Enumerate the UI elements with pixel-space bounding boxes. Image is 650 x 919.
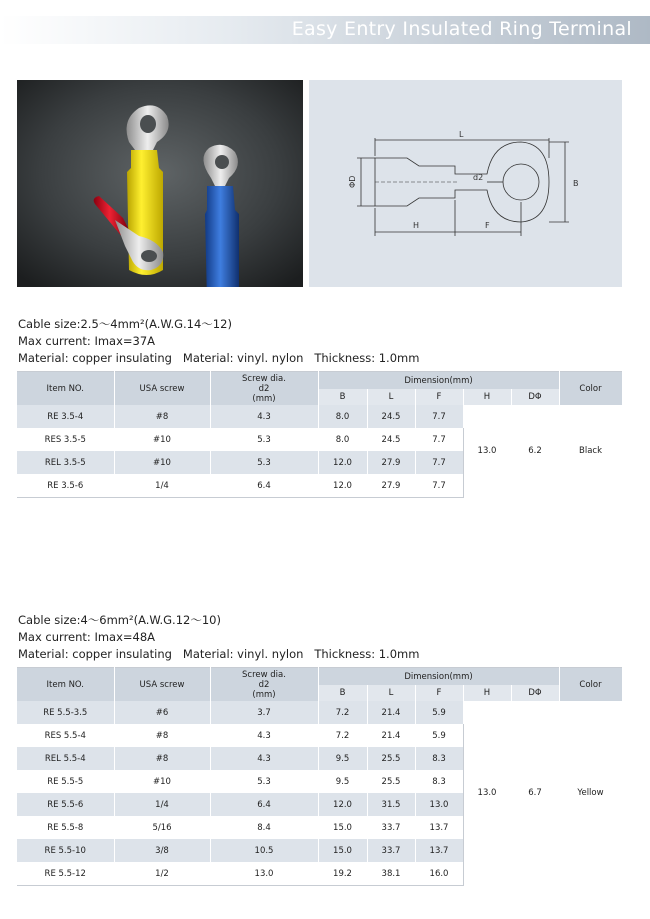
cell-b: 15.0 [318, 816, 367, 839]
cell-item: RE 5.5-3.5 [17, 701, 114, 724]
cell-dphi: 6.7 [511, 701, 559, 886]
cell-color: Black [559, 405, 622, 498]
cell-usa: #10 [114, 428, 210, 451]
dimension-drawing [309, 80, 622, 287]
product-photo [17, 80, 303, 287]
label-H: H [413, 221, 420, 230]
cell-b: 8.0 [318, 405, 367, 428]
cell-usa: #10 [114, 451, 210, 474]
col-l: L [367, 685, 415, 701]
col-item: Item NO. [17, 668, 114, 702]
cell-b: 15.0 [318, 839, 367, 862]
cell-h: 13.0 [463, 701, 511, 886]
cell-screw: 10.5 [210, 839, 318, 862]
cell-l: 38.1 [367, 862, 415, 886]
col-h: H [463, 685, 511, 701]
cell-dphi: 6.2 [511, 405, 559, 498]
cell-screw: 8.4 [210, 816, 318, 839]
cell-usa: 5/16 [114, 816, 210, 839]
max-current-text: Max current: Imax=48A [18, 630, 156, 644]
label-B: B [573, 179, 579, 188]
label-F: F [485, 221, 490, 230]
cell-l: 21.4 [367, 701, 415, 724]
col-l: L [367, 389, 415, 405]
cell-usa: #8 [114, 724, 210, 747]
cell-f: 5.9 [415, 724, 463, 747]
cell-item: RES 3.5-5 [17, 428, 114, 451]
cell-screw: 4.3 [210, 747, 318, 770]
cell-usa: 1/2 [114, 862, 210, 886]
cell-b: 12.0 [318, 793, 367, 816]
col-f: F [415, 389, 463, 405]
col-h: H [463, 389, 511, 405]
col-f: F [415, 685, 463, 701]
cell-item: RE 5.5-6 [17, 793, 114, 816]
cell-usa: 3/8 [114, 839, 210, 862]
cell-screw: 5.3 [210, 770, 318, 793]
cell-f: 7.7 [415, 474, 463, 498]
cell-usa: #10 [114, 770, 210, 793]
cell-b: 12.0 [318, 474, 367, 498]
cell-h: 13.0 [463, 405, 511, 498]
cell-item: REL 5.5-4 [17, 747, 114, 770]
cell-l: 24.5 [367, 405, 415, 428]
cell-item: RES 5.5-4 [17, 724, 114, 747]
cell-usa: #8 [114, 747, 210, 770]
cell-f: 7.7 [415, 405, 463, 428]
col-dimension: Dimension(mm) [318, 668, 559, 686]
cell-l: 33.7 [367, 816, 415, 839]
cell-f: 8.3 [415, 770, 463, 793]
spec-table-1 [17, 371, 623, 498]
cell-screw: 4.3 [210, 724, 318, 747]
cell-l: 27.9 [367, 451, 415, 474]
col-color: Color [559, 372, 622, 406]
blue-terminal [203, 145, 239, 287]
col-item: Item NO. [17, 372, 114, 406]
cell-screw: 5.3 [210, 451, 318, 474]
cell-f: 13.7 [415, 839, 463, 862]
cell-f: 7.7 [415, 428, 463, 451]
cell-screw: 4.3 [210, 405, 318, 428]
header-banner [0, 16, 650, 44]
cell-item: RE 5.5-5 [17, 770, 114, 793]
cell-l: 31.5 [367, 793, 415, 816]
cell-b: 9.5 [318, 770, 367, 793]
max-current-text: Max current: Imax=37A [18, 334, 156, 348]
col-b: B [318, 389, 367, 405]
cell-b: 19.2 [318, 862, 367, 886]
cell-l: 24.5 [367, 428, 415, 451]
cell-color: Yellow [559, 701, 622, 886]
cell-f: 13.7 [415, 816, 463, 839]
cell-item: RE 3.5-4 [17, 405, 114, 428]
cell-l: 25.5 [367, 747, 415, 770]
ring-terminal-photo [17, 80, 303, 287]
cell-l: 21.4 [367, 724, 415, 747]
cell-b: 7.2 [318, 701, 367, 724]
page-title: Easy Entry Insulated Ring Terminal [291, 18, 632, 40]
cell-screw: 3.7 [210, 701, 318, 724]
col-color: Color [559, 668, 622, 702]
cell-f: 8.3 [415, 747, 463, 770]
cell-screw: 5.3 [210, 428, 318, 451]
cable-size-text: Cable size:2.5～4mm²(A.W.G.14～12) [18, 317, 232, 331]
label-d2: d2 [473, 173, 484, 182]
col-screw-dia: Screw dia. d2 (mm) [210, 668, 318, 702]
cell-f: 7.7 [415, 451, 463, 474]
col-usa-screw: USA screw [114, 372, 210, 406]
cell-item: RE 5.5-10 [17, 839, 114, 862]
col-usa-screw: USA screw [114, 668, 210, 702]
cell-f: 16.0 [415, 862, 463, 886]
cell-screw: 13.0 [210, 862, 318, 886]
table-row [17, 405, 622, 428]
cable-size-text: Cable size:4～6mm²(A.W.G.12～10) [18, 613, 221, 627]
col-dphi: DΦ [511, 389, 559, 405]
col-screw-dia: Screw dia. d2 (mm) [210, 372, 318, 406]
cell-usa: 1/4 [114, 474, 210, 498]
cell-l: 25.5 [367, 770, 415, 793]
cell-item: REL 3.5-5 [17, 451, 114, 474]
cell-item: RE 3.5-6 [17, 474, 114, 498]
cell-screw: 6.4 [210, 474, 318, 498]
cell-item: RE 5.5-8 [17, 816, 114, 839]
cell-b: 8.0 [318, 428, 367, 451]
material-text: Material: copper insulating Material: vinyl. nylon Thickness: 1.0mm [18, 351, 420, 365]
cell-l: 33.7 [367, 839, 415, 862]
spec-table-2 [17, 667, 623, 886]
specs-section-2 [18, 612, 419, 663]
cell-usa: #8 [114, 405, 210, 428]
cell-b: 12.0 [318, 451, 367, 474]
cell-item: RE 5.5-12 [17, 862, 114, 886]
label-D: ΦD [348, 175, 357, 188]
specs-section-1 [18, 316, 419, 367]
label-L: L [459, 130, 464, 139]
cell-l: 27.9 [367, 474, 415, 498]
cell-b: 7.2 [318, 724, 367, 747]
cell-b: 9.5 [318, 747, 367, 770]
cell-usa: 1/4 [114, 793, 210, 816]
table-row [17, 701, 622, 724]
col-b: B [318, 685, 367, 701]
cell-usa: #6 [114, 701, 210, 724]
cell-f: 13.0 [415, 793, 463, 816]
cell-f: 5.9 [415, 701, 463, 724]
material-text: Material: copper insulating Material: vinyl. nylon Thickness: 1.0mm [18, 647, 420, 661]
col-dimension: Dimension(mm) [318, 372, 559, 390]
cell-screw: 6.4 [210, 793, 318, 816]
ring-terminal-diagram [309, 80, 622, 287]
col-dphi: DΦ [511, 685, 559, 701]
